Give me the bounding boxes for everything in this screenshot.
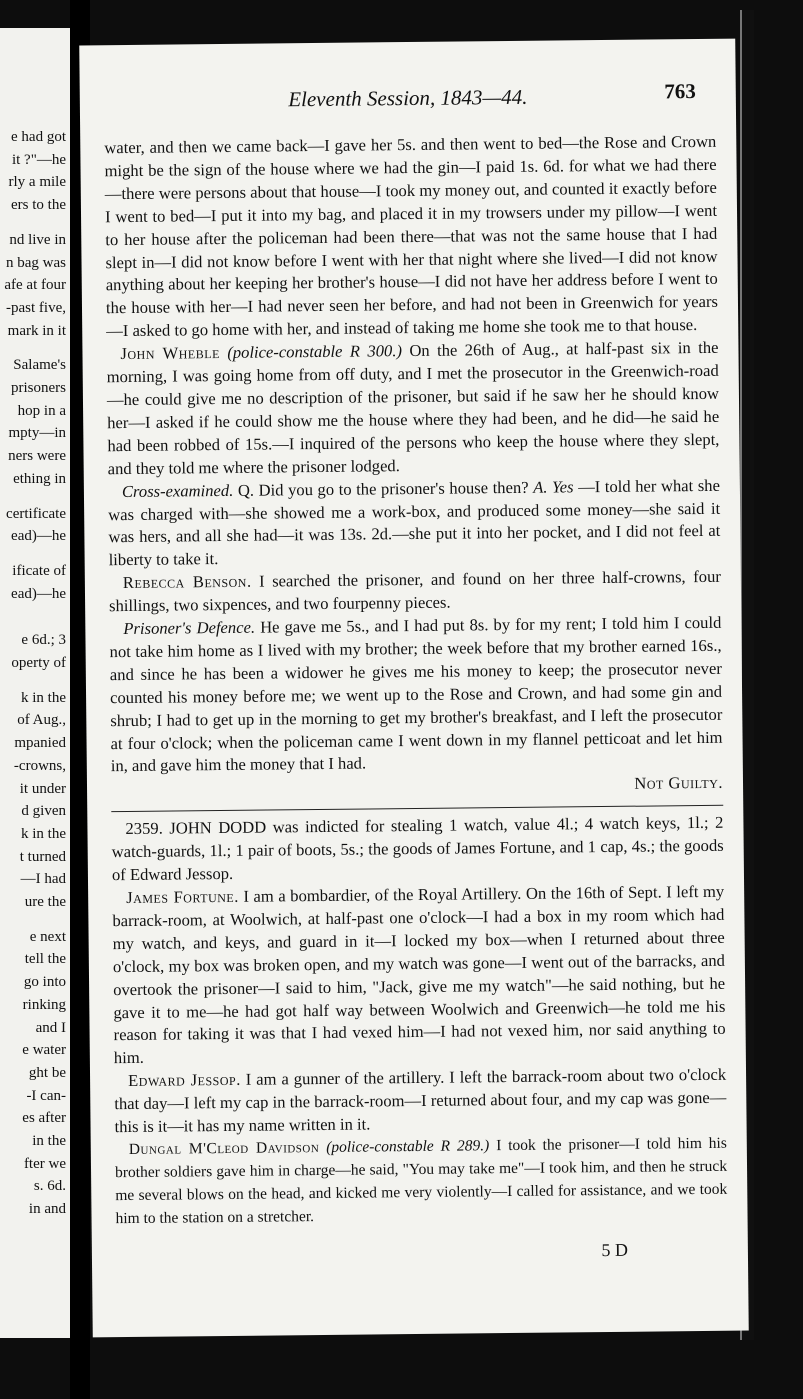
left-page-edge: [0, 28, 72, 1338]
left-page-line: ure the: [24, 894, 66, 910]
left-page-line: prisoners: [11, 380, 66, 396]
left-page-line: ead)—he: [11, 585, 66, 602]
left-page-line: certificate: [6, 505, 66, 522]
witness-name: James Fortune.: [126, 886, 239, 908]
left-page-line: of Aug.,: [17, 712, 66, 729]
paragraph-jessop: [114, 1064, 727, 1139]
witness-testimony: I am a bombardier, of the Royal Artillery. On the 16th of Sept. I left my barrack-room, at Woolwich, at half-past one o'clock—I had a box in my room which had my watch, and keys, and guard in it—I locked my box—when I returned about three o'clock, my box was broken open, and my watch was gone—I went out of the barracks, and overtook the prisoner—I said to him, "Jack, give me my watch"—he said nothing, but he gave it to me—he had got half way between Woolwich and Greenwich—he told me his reason for taking it was that I had vexed him—I had not vexed him, nor said anything to him.: [112, 881, 726, 1068]
left-page-line: afe at four: [4, 277, 66, 294]
left-page-line: it ?"—he: [11, 151, 66, 168]
left-page-line: s. 6d.: [33, 1178, 66, 1195]
witness-name: Edward Jessop.: [127, 1070, 241, 1091]
left-page-line: ght be: [28, 1064, 66, 1081]
witness-testimony: I searched the prisoner, and found on her three half-crowns, four shillings, two sixpences, and two fourpenny pieces.: [109, 566, 721, 616]
witness-testimony: On the 26th of Aug., at half-past six in the morning, I was going home from off duty, and I met the prosecutor in the Greenwich-road—he could give me no description of the prisoner, but said if he saw her he should know her—I asked if he could show me the house where they had been, and he did—he said he had been robbed of 15s.—I inquired of the persons who keep the house where they slept, and they told me where the prisoner lodged.: [106, 337, 720, 478]
running-head: Eleventh Session, 1843—44.: [288, 84, 528, 112]
left-page-line: in the: [32, 1133, 66, 1149]
left-page-line: mpanied: [14, 735, 66, 752]
left-page-line: ething in: [13, 470, 66, 487]
left-page-line: d given: [21, 803, 66, 820]
signature-mark: 5 D: [601, 1239, 628, 1261]
cross-examined-label: Cross-examined.: [121, 480, 234, 501]
paragraph-wheble: [106, 337, 719, 481]
witness-name: Dungal M'Cleod Davidson: [128, 1138, 320, 1158]
left-page-line: operty of: [11, 655, 66, 671]
left-page-line: -crowns,: [13, 757, 66, 774]
case-number: 2359.: [125, 818, 163, 839]
left-page-line: es after: [22, 1110, 66, 1127]
paragraph-cross-examined: [108, 474, 721, 572]
left-page-line: —I had: [20, 871, 66, 888]
left-page-line: e had got: [11, 129, 66, 145]
left-page-line: it under: [19, 780, 66, 797]
left-page-line: mpty—in: [8, 425, 66, 442]
left-page-line: k in the: [21, 689, 66, 706]
left-page-line: and I: [35, 1019, 66, 1036]
left-page-line: Salame's: [13, 357, 66, 374]
defence-text: He gave me 5s., and I had put 8s. by for my rent; I told him I could not take him home as I lived with my brother; the week before that my brother earned 16s., and since he has been a widower he gives me his money to keep; the prosecutor never counted his money before me; we went up to the Rose and Crown, and had some gin and shrub; I had to get up in the morning to get my brother's breakfast, and I left the prosecutor at four o'clock; when the policeman came I went down in my flannel petticoat and let him in, and gave him the money that I had.: [109, 612, 723, 776]
left-page-line: go into: [23, 974, 66, 991]
defence-label: Prisoner's Defence.: [123, 617, 256, 639]
left-page-line: ead)—he: [11, 528, 66, 545]
indictment-text: JOHN DODD was indicted for stealing 1 watch, value 4l.; 4 watch keys, 1l.; 2 watch-guards, 1l.; 1 pair of boots, 5s.; the goods of James Fortune, and 1 cap, 4s.; the goods of Edward Jessop.: [111, 813, 724, 885]
left-page-line: n bag was: [6, 254, 66, 271]
paragraph-benson: [109, 566, 721, 618]
left-page-line: rly a mile: [8, 174, 66, 191]
paragraph-prosecutor-testimony: water, and then we came back—I gave her 5s. and then went to bed—the Rose and Crown might be the sign of the house where we had the gin—I paid 1s. 6d. for what we had there—there were persons about that house—I took my money out, and counted it exactly before I went to bed—I put it into my bag, and placed it in my trowsers under my pillow—I went to her house after the policeman had been there—that was not the same house that I had slept in—I did not know before I went with her that night where she lived—I did not know anything about her keeping her brother's house—I did not have her address before I went to the house with her—I had never seen her before, and had not been in Greenwich for years—I asked to go home with her, and instead of taking me home she took me to that house.: [104, 131, 719, 341]
witness-name: Rebecca Benson.: [122, 571, 252, 593]
left-page-line: fter we: [23, 1155, 66, 1172]
left-page-line: ificate of: [12, 562, 66, 579]
witness-testimony: I took the prisoner—I told him his brother soldiers gave him in charge—he said, "You may take me"—I took him, and then he struck me several blows on the head, and kicked me very violently—I called for assistance, and we took him to the station on a stretcher.: [114, 1134, 728, 1227]
left-page-line: e 6d.; 3: [21, 632, 66, 649]
left-page-line: k in the: [21, 825, 66, 842]
paragraph-defence: [109, 612, 723, 779]
left-page-line: -past five,: [6, 299, 66, 316]
answer-text: —I told her what she was charged with—she showed me a work-box, and produced some money—she said it was hers, and all she had—it was 13s. 2d.—she put it into her pocket, and I did not feel at liberty to take it.: [108, 475, 721, 570]
left-page-line: e next: [29, 928, 66, 945]
left-page-line: ners were: [8, 448, 66, 465]
left-page-line: in and: [28, 1201, 66, 1218]
left-page-line: tell the: [24, 951, 66, 968]
left-page-line: ers to the: [11, 197, 66, 214]
left-page-line: -I can-: [26, 1087, 66, 1104]
witness-role: (police-constable R 289.): [326, 1137, 490, 1156]
answer-label: A. Yes: [533, 476, 574, 497]
left-page-line: t turned: [19, 848, 66, 865]
question: Q. Did you go to the prisoner's house then?: [237, 477, 529, 500]
page-number: 763: [664, 79, 696, 104]
paragraph-fortune: [112, 881, 726, 1071]
witness-name: John Wheble: [120, 343, 220, 364]
right-page: [79, 39, 748, 1338]
left-page-line: nd live in: [9, 231, 66, 248]
verdict: Not Guilty.: [634, 773, 724, 794]
case-divider: [111, 805, 723, 812]
paragraph-indictment: [111, 812, 724, 887]
left-page-line: hop in a: [17, 402, 66, 419]
page-body: [104, 131, 727, 1231]
witness-role: (police-constable R 300.): [227, 341, 403, 363]
witness-testimony: I am a gunner of the artillery. I left the barrack-room about two o'clock that day—I left my cap in the barrack-room—I returned about four, and my cap was gone—this is it—it has my name written in it.: [114, 1065, 727, 1137]
left-page-line: e water: [22, 1042, 66, 1059]
left-page-line: rinking: [22, 996, 66, 1013]
left-page-line: mark in it: [7, 322, 66, 339]
paragraph-davidson: [115, 1133, 728, 1231]
